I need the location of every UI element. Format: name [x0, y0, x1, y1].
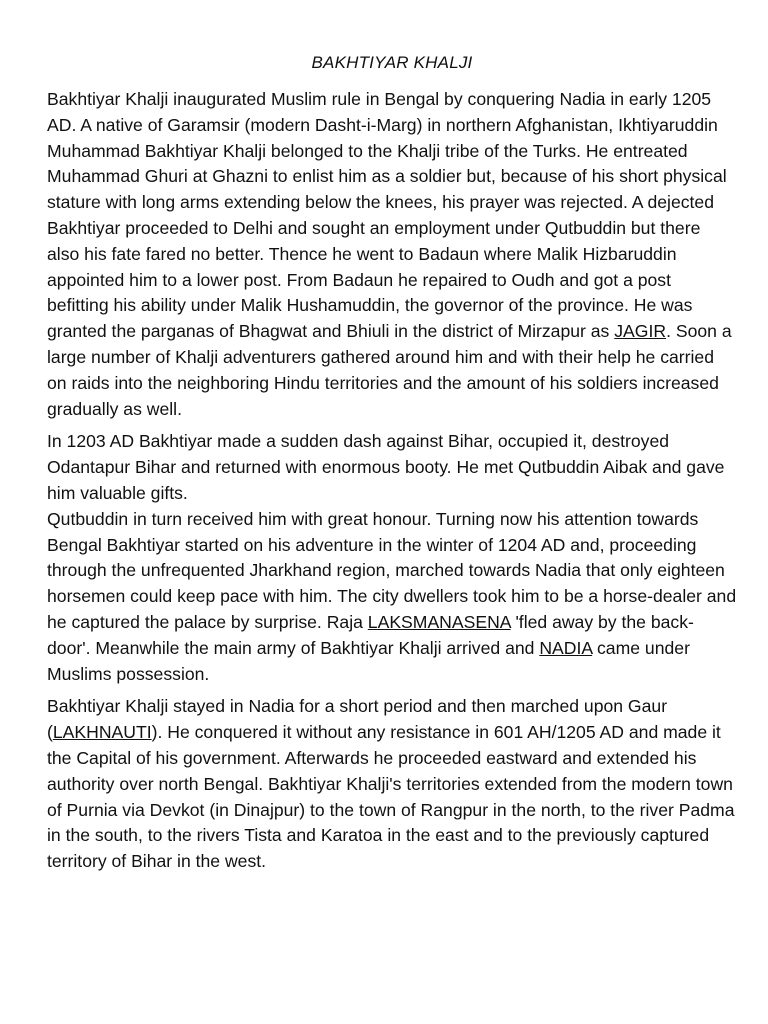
- paragraph: [47, 429, 737, 506]
- term-link: LAKHNAUTI: [52, 722, 152, 743]
- paragraph-text: . Soon a large number of Khalji adventurers gathered around him and with their help he carried on raids into the neighboring Hindu territories and the amount of his soldiers increased gradually as well.: [47, 321, 732, 419]
- paragraph-text: Bakhtiyar Khalji: [47, 89, 169, 109]
- paragraph-text: 'fled away by the back-door'. Meanwhile the main army of Bakhtiyar Khalji arrived and: [47, 611, 694, 658]
- document-title: BAKHTIYAR KHALJI: [311, 53, 473, 72]
- paragraph: [47, 694, 737, 875]
- paragraph-text: inaugurated Muslim rule in Bengal by conquering Nadia in early 1205 AD. A native of Garamsir (modern Dasht-i-Marg) in northern Afghanistan, Ikhtiyaruddin Muhammad Bakhtiyar Khalji belonged to the Khalji tribe of the Turks. He entreated Muhammad Ghuri at Ghazni to enlist him as a soldier but, because of his short physical stature with long arms extending below the knees, his prayer was rejected. A dejected Bakhtiyar proceeded to Delhi and sought an employment under Qutbuddin but there also his fate fared no better. Thence he went to Badaun where Malik Hizbaruddin appointed him to a lower post. From Badaun he repaired to Oudh and got a post befitting his ability under Malik Hushamuddin, the governor of the province. He was granted the parganas of Bhagwat and Bhiuli in the district of Mirzapur as: [47, 89, 727, 342]
- paragraph-text: Bakhtiyar Khalji stayed in Nadia for a short period and then marched upon Gaur (: [47, 696, 668, 743]
- paragraph-text: Qutbuddin in turn received him with great honour. Turning now his attention towards Bengal Bakhtiyar started on his adventure in the winter of 1204 AD and, proceeding through the unfrequented Jharkhand region, marched towards Nadia that only eighteen horsemen could keep pace with him. The city dwellers took him to be a horse-dealer and he captured the palace by surprise. Raja: [47, 508, 737, 632]
- paragraph: [47, 507, 737, 688]
- term-link: JAGIR: [614, 321, 667, 342]
- paragraph: [47, 87, 737, 422]
- paragraph-text: ). He conquered it without any resistance in 601 AH/1205 AD and made it the Capital of his government. Afterwards he proceeded eastward and extended his authority over north Bengal. Bakhtiyar Khalji's territories extended from the modern town of Purnia via Devkot (in Dinajpur) to the town of Rangpur in the north, to the river Padma in the south, to the rivers Tista and Karatoa in the east and to the previously captured territory of Bihar in the west.: [47, 722, 735, 872]
- term-link: LAKSMANASENA: [367, 611, 511, 632]
- document-body: [47, 87, 737, 875]
- document-page: [47, 52, 737, 882]
- paragraph-text: came under Muslims possession.: [47, 637, 690, 684]
- term-link: NADIA: [539, 637, 593, 658]
- paragraph-text: In 1203 AD Bakhtiyar made a sudden dash against Bihar, occupied it, destroyed Odantapur Bihar and returned with enormous booty. He met Qutbuddin Aibak and gave him valuable gifts.: [47, 431, 725, 503]
